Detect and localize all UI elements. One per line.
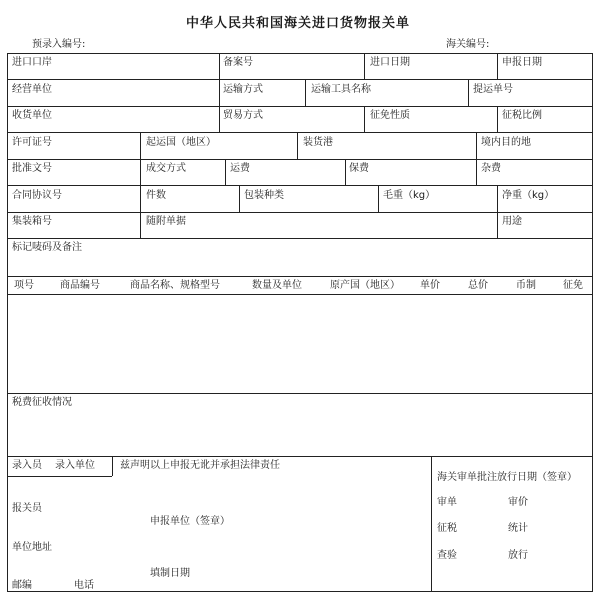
- col-divider: [497, 212, 498, 238]
- col-divider: [305, 79, 306, 106]
- col-divider: [140, 185, 141, 212]
- container-number-label: 集装箱号: [12, 216, 52, 227]
- row-divider: [7, 294, 593, 295]
- declaration-date-label: 申报日期: [502, 57, 542, 68]
- col-divider: [297, 132, 298, 159]
- tax-ratio-label: 征税比例: [502, 110, 542, 121]
- col-divider: [140, 212, 141, 238]
- col-divider: [345, 159, 346, 185]
- col-divider: [378, 185, 379, 212]
- form-title: 中华人民共和国海关进口货物报关单: [186, 16, 411, 31]
- row-divider: [7, 159, 593, 160]
- tax-levy-status-label: 税费征收情况: [12, 397, 72, 408]
- review-document-label: 审单: [437, 497, 457, 508]
- col-divider: [140, 132, 141, 159]
- entry-clerk-label: 录入员: [12, 460, 42, 471]
- col-currency: 币制: [516, 280, 536, 291]
- levy-label: 征税: [437, 523, 457, 534]
- gross-weight-label: 毛重（kg）: [383, 190, 436, 201]
- unit-address-label: 单位地址: [12, 542, 52, 553]
- col-divider: [364, 53, 365, 79]
- col-commodity-code: 商品编号: [60, 280, 100, 291]
- usage-label: 用途: [502, 216, 522, 227]
- origin-country-label: 起运国（地区）: [146, 137, 216, 148]
- contract-number-label: 合同协议号: [12, 190, 62, 201]
- trade-mode-label: 贸易方式: [223, 110, 263, 121]
- inspection-label: 查验: [437, 550, 457, 561]
- package-count-label: 件数: [146, 190, 166, 201]
- import-date-label: 进口日期: [370, 57, 410, 68]
- marks-remarks-label: 标记唛码及备注: [12, 242, 82, 253]
- col-divider: [476, 132, 477, 159]
- row-divider: [7, 185, 593, 186]
- col-divider: [239, 185, 240, 212]
- form-frame: [7, 53, 593, 592]
- col-quantity-unit: 数量及单位: [252, 280, 302, 291]
- row-divider: [7, 476, 112, 477]
- col-divider: [364, 106, 365, 132]
- col-divider: [431, 456, 432, 592]
- col-divider: [219, 106, 220, 132]
- exemption-nature-label: 征免性质: [370, 110, 410, 121]
- col-divider: [225, 159, 226, 185]
- col-divider: [476, 159, 477, 185]
- col-divider: [497, 106, 498, 132]
- declaration-statement: 兹声明以上申报无讹并承担法律责任: [120, 460, 280, 471]
- declarant-label: 报关员: [12, 503, 42, 514]
- attached-documents-label: 随附单据: [146, 216, 186, 227]
- col-total-price: 总价: [468, 280, 488, 291]
- vehicle-name-label: 运输工具名称: [311, 84, 371, 95]
- fill-date-label: 填制日期: [150, 568, 190, 579]
- license-number-label: 许可证号: [12, 137, 52, 148]
- col-divider: [219, 79, 220, 106]
- pre-entry-number-label: 预录入编号:: [32, 39, 86, 50]
- review-price-label: 审价: [508, 497, 528, 508]
- release-label: 放行: [508, 550, 528, 561]
- col-divider: [497, 53, 498, 79]
- row-divider: [7, 212, 593, 213]
- col-divider: [497, 185, 498, 212]
- consignee-unit-label: 收货单位: [12, 110, 52, 121]
- col-unit-price: 单价: [420, 280, 440, 291]
- col-exemption: 征免: [563, 280, 583, 291]
- transaction-mode-label: 成交方式: [146, 163, 186, 174]
- phone-label: 电话: [74, 580, 94, 591]
- col-origin-country: 原产国（地区）: [330, 280, 400, 291]
- net-weight-label: 净重（kg）: [502, 190, 555, 201]
- row-divider: [7, 79, 593, 80]
- declaring-unit-seal-label: 申报单位（签章）: [150, 516, 230, 527]
- col-commodity-name: 商品名称、规格型号: [130, 280, 220, 291]
- bill-of-lading-label: 提运单号: [473, 84, 513, 95]
- row-divider: [7, 276, 593, 277]
- loading-port-label: 装货港: [303, 137, 333, 148]
- entry-unit-label: 录入单位: [55, 460, 95, 471]
- customs-approval-label: 海关审单批注放行日期（签章）: [437, 472, 577, 483]
- record-number-label: 备案号: [223, 57, 253, 68]
- operating-unit-label: 经营单位: [12, 84, 52, 95]
- statistics-label: 统计: [508, 523, 528, 534]
- transport-mode-label: 运输方式: [223, 84, 263, 95]
- col-divider: [112, 456, 113, 476]
- row-divider: [7, 393, 593, 394]
- customs-number-label: 海关编号:: [446, 39, 490, 50]
- misc-fees-label: 杂费: [481, 163, 501, 174]
- row-divider: [7, 132, 593, 133]
- insurance-label: 保费: [349, 163, 369, 174]
- row-divider: [7, 456, 593, 457]
- col-divider: [140, 159, 141, 185]
- package-type-label: 包装种类: [244, 190, 284, 201]
- import-port-label: 进口口岸: [12, 57, 52, 68]
- col-item-number: 项号: [14, 280, 34, 291]
- domestic-destination-label: 境内目的地: [481, 137, 531, 148]
- col-divider: [219, 53, 220, 79]
- approval-number-label: 批准文号: [12, 163, 52, 174]
- col-divider: [468, 79, 469, 106]
- postcode-label: 邮编: [12, 580, 32, 591]
- freight-label: 运费: [230, 163, 250, 174]
- row-divider: [7, 238, 593, 239]
- row-divider: [7, 106, 593, 107]
